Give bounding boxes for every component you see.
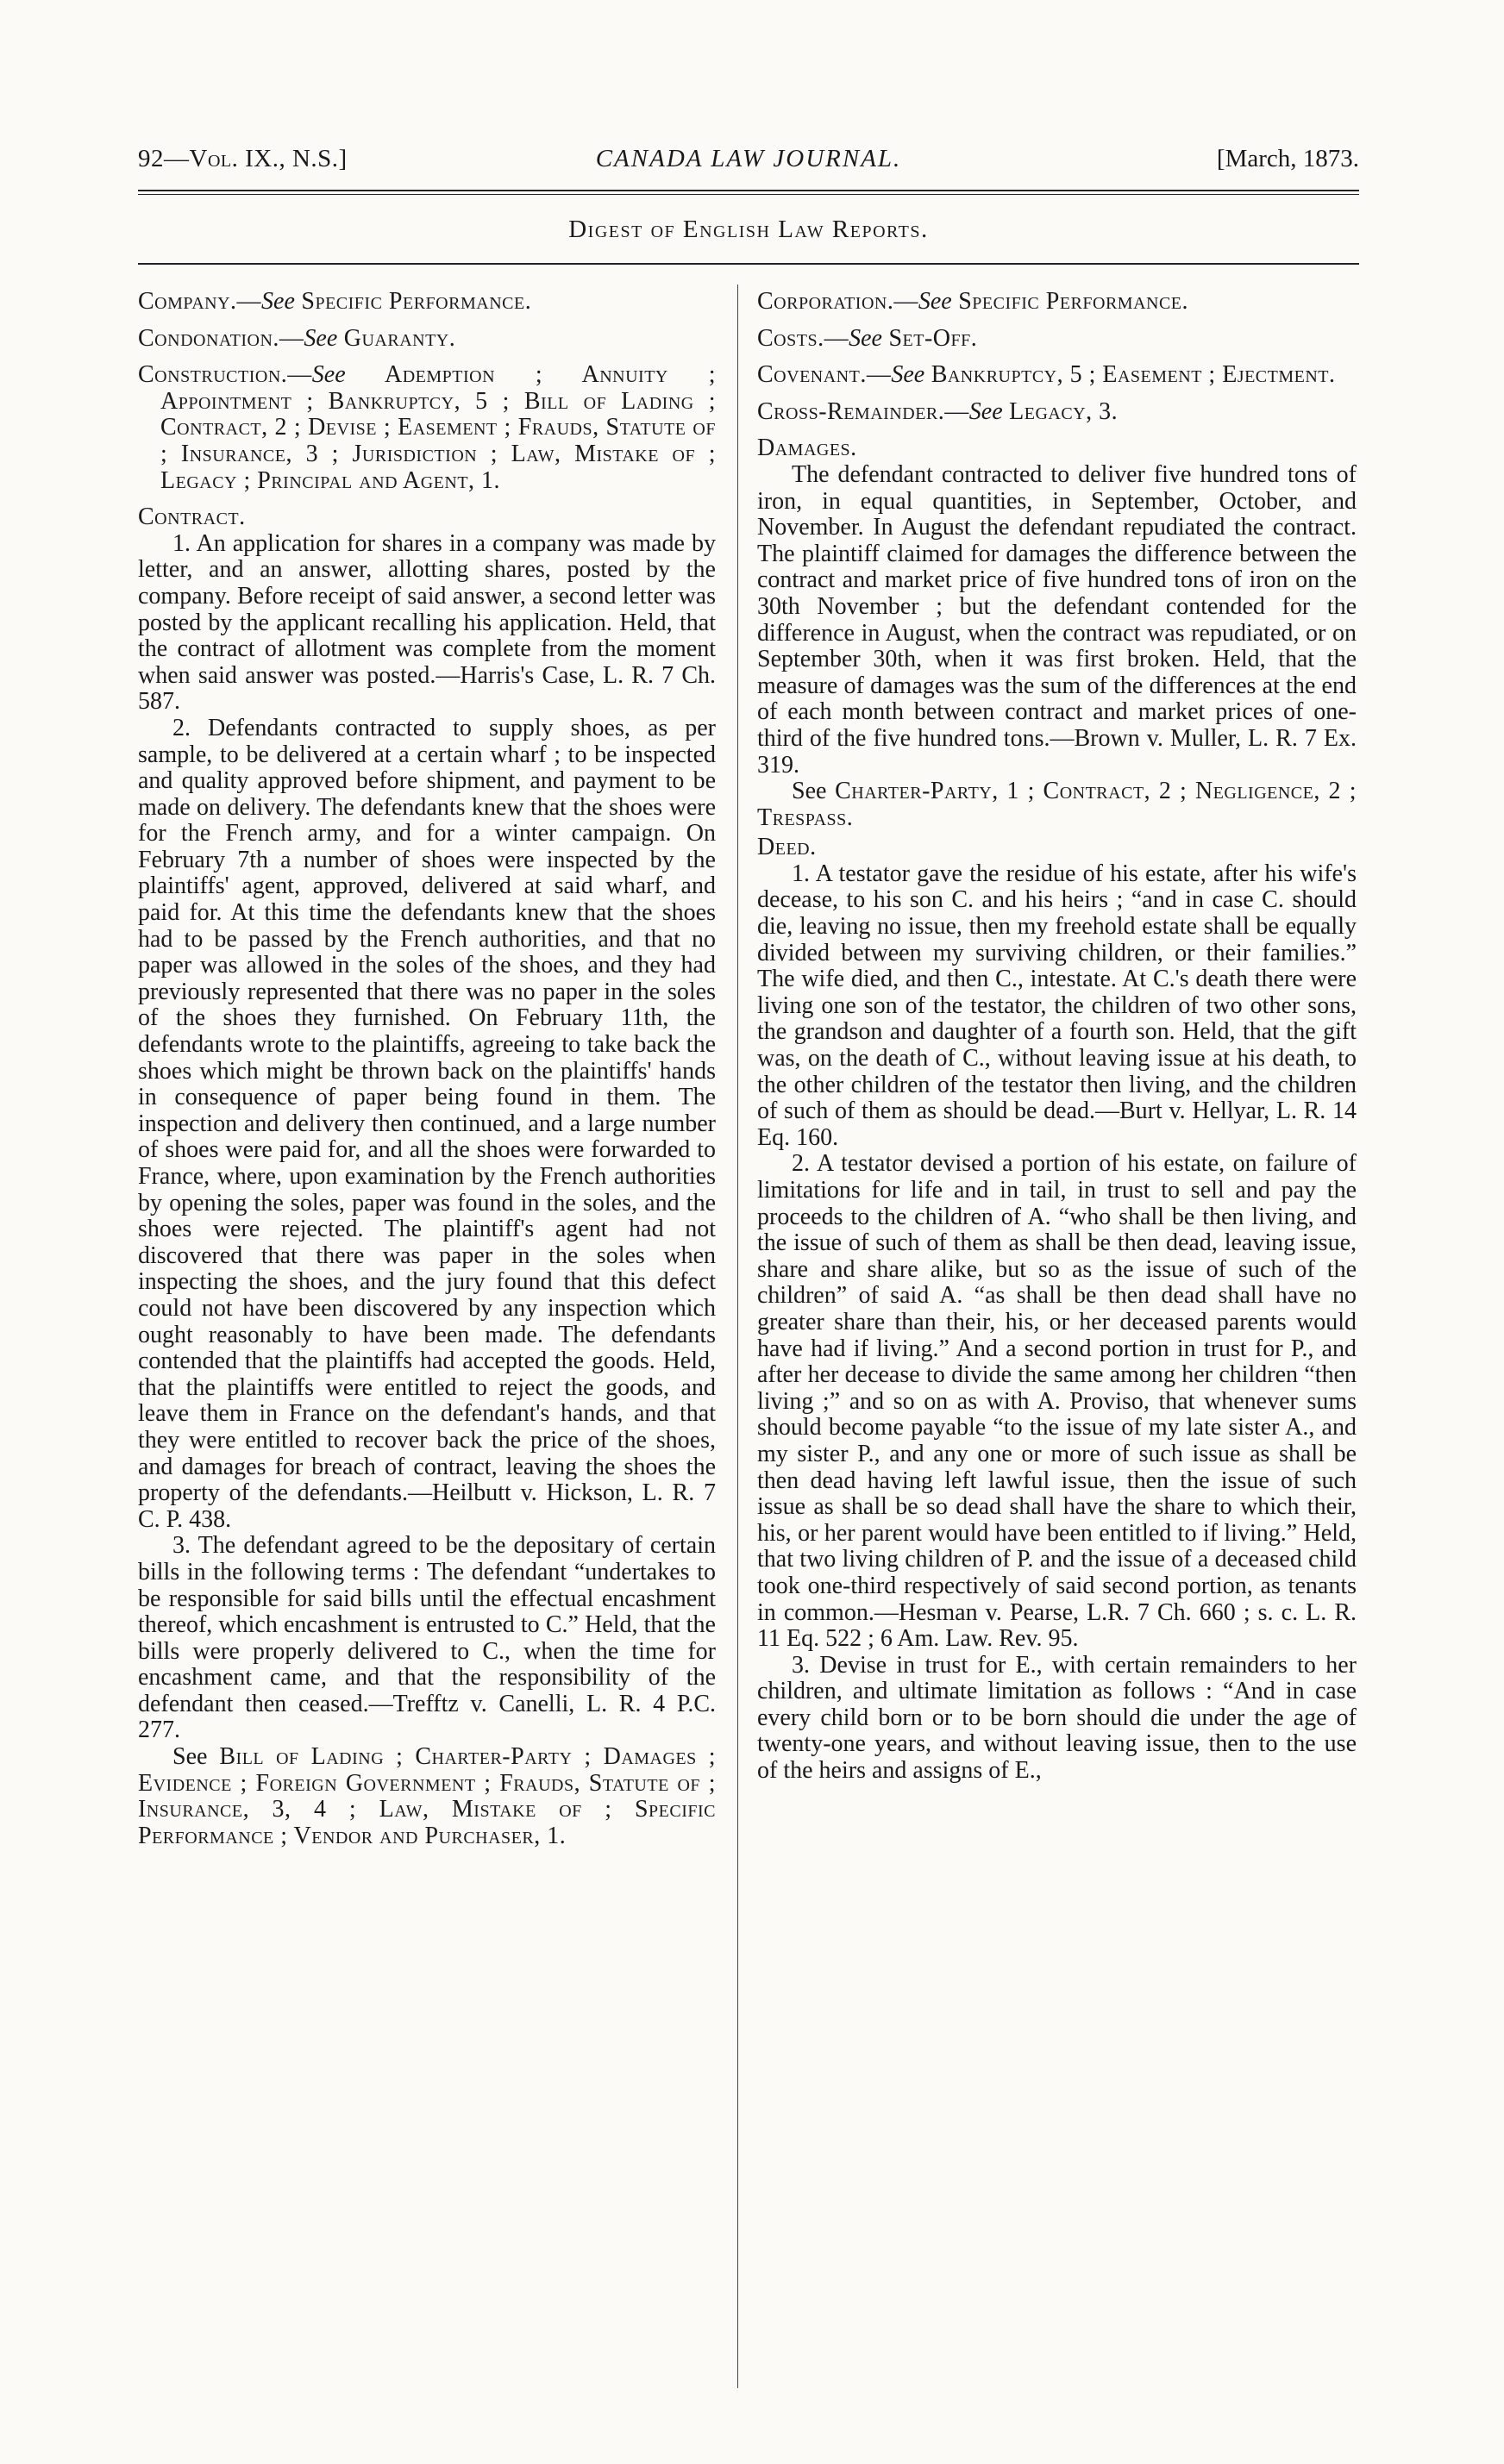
heading-damages: Damages. bbox=[757, 435, 857, 462]
contract-see-also: See Bill of Lading ; Charter-Party ; Damages ; Evidence ; Foreign Government ; Frauds, Statute of ; Insurance, 3, 4 ; Law, Mistake of ; Specific Performance ; Vendor and Purchaser, 1. bbox=[138, 1743, 716, 1849]
entry-cross-remainder: Cross-Remainder.—See Legacy, 3. bbox=[757, 397, 1119, 425]
left-column bbox=[138, 289, 716, 1853]
section-title: Digest of English Law Reports. bbox=[568, 216, 929, 243]
column-divider bbox=[737, 285, 738, 2388]
volume-label: 92—Vol. IX., N.S.] bbox=[138, 145, 348, 172]
entry-corporation: Corporation.—See Specific Performance. bbox=[757, 288, 1189, 315]
journal-title: CANADA LAW JOURNAL. bbox=[595, 145, 902, 172]
right-column bbox=[757, 289, 1357, 1785]
issue-date: [March, 1873. bbox=[1216, 145, 1359, 172]
deed-paragraph-1: 1. A testator gave the residue of his estate, after his wife's decease, to his son C. and his heirs ; “and in case C. should die, leaving no issue, then my freehold estate shall be equally divided between my surviving children, or their families.” The wife died, and then C., intestate. At C.'s death there were living one son of the testator, the children of two other sons, the grandson and daughter of a fourth son. Held, that the gift was, on the death of C., without leaving issue at his death, to the other children of the testator then living, and the children of such of them as should be dead.—Burt v. Hellyar, L. R. 14 Eq. 160. bbox=[757, 860, 1357, 1151]
entry-costs: Costs.—See Set-Off. bbox=[757, 324, 978, 352]
entry-condonation: Condonation.—See Guaranty. bbox=[138, 324, 456, 352]
header-rule-thin bbox=[138, 194, 1359, 195]
contract-paragraph-1: 1. An application for shares in a company was made by letter, and an answer, allotting shares, posted by the company. Before receipt of said answer, a second letter was posted by the applicant recalling his application. Held, that the contract of allotment was complete from the moment when said answer was posted.—Harris's Case, L. R. 7 Ch. 587. bbox=[138, 529, 716, 716]
deed-paragraph-2: 2. A testator devised a portion of his estate, on failure of limitations for life and in tail, in trust to sell and pay the proceeds to the children of A. “who shall be then living, and the issue of such of them as shall be then dead, leaving issue, share and share alike, but so as the issue of such of the children” of said A. “as shall be then dead shall have no greater share than their, his, or her deceased parents would have had if living.” And a second portion in trust for P., and after her decease to divide the same among her children “then living ;” and so on as with A. Proviso, that whenever sums should become payable “to the issue of my late sister A., and my sister P., and any one or more of such issue as shall be then dead having left lawful issue, then the issue of such issue as shall be so dead shall have the share to which their, his, or her parent would have been entitled to if living.” Held, that two living children of P. and the issue of a deceased child took one-third respectively of said second portion, as tenants in common.—Hesman v. Pearse, L.R. 7 Ch. 660 ; s. c. L. R. 11 Eq. 522 ; 6 Am. Law. Rev. 95. bbox=[757, 1150, 1357, 1653]
heading-contract: Contract. bbox=[138, 503, 246, 531]
damages-see-also: See Charter-Party, 1 ; Contract, 2 ; Negligence, 2 ; Trespass. bbox=[757, 778, 1357, 831]
running-header bbox=[138, 138, 1359, 181]
deed-paragraph-3: 3. Devise in trust for E., with certain remainders to her children, and ultimate limitation as follows : “And in case every child born or to be born should die under the age of twenty-one years, and without leaving issue, then to the use of the heirs and assigns of E., bbox=[757, 1651, 1357, 1785]
entry-covenant: Covenant.—See Bankruptcy, 5 ; Easement ; Ejectment. bbox=[757, 361, 1336, 389]
header-rule bbox=[138, 190, 1359, 191]
heading-deed: Deed. bbox=[757, 834, 817, 861]
section-rule bbox=[138, 263, 1359, 265]
entry-company: Company.—See Specific Performance. bbox=[138, 288, 532, 315]
contract-paragraph-2: 2. Defendants contracted to supply shoes, as per sample, to be delivered at a certain wharf ; to be inspected and quality approved before shipment, and payment to be made on delivery. The defendants knew that the shoes were for the French army, and for a winter campaign. On February 7th a number of shoes were inspected by the plaintiffs' agent, approved, delivered at said wharf, and paid for. At this time the defendants knew that the shoes had to be passed by the French authorities, and that no paper was allowed in the soles of the shoes, and they had previously represented that there was no paper in the soles of the shoes they furnished. On February 11th, the defendants wrote to the plaintiffs, agreeing to take back the shoes which might be thrown back on the plaintiffs' hands in consequence of paper being found in them. The inspection and delivery then continued, and a large number of shoes were paid for, and all the shoes were forwarded to France, where, upon examination by the French authorities by opening the soles, paper was found in the soles, and the shoes were rejected. The plaintiff's agent had not discovered that there was paper in the soles when inspecting the shoes, and the jury found that this defect could not have been discovered by any inspection which ought reasonably to have been made. The defendants contended that the plaintiffs had accepted the goods. Held, that the plaintiffs were entitled to reject the goods, and leave them in France on the defendant's hands, and that they were entitled to recover back the price of the shoes, and damages for breach of contract, leaving the shoes the property of the defendants.—Heilbutt v. Hickson, L. R. 7 C. P. 438. bbox=[138, 714, 716, 1533]
contract-paragraph-3: 3. The defendant agreed to be the depositary of certain bills in the following terms : The defendant “undertakes to be responsible for said bills until the effectual encashment thereof, which encashment is entrusted to C.” Held, that the bills were properly delivered to C., when the time for encashment came, and that the responsibility of the defendant then ceased.—Trefftz v. Canelli, L. R. 4 P.C. 277. bbox=[138, 1532, 716, 1744]
damages-paragraph: The defendant contracted to deliver five hundred tons of iron, in equal quantities, in September, October, and November. In August the defendant repudiated the contract. The plaintiff claimed for damages the difference between the contract and market price of five hundred tons of iron on the 30th November ; but the defendant contended for the difference in August, when the contract was repudiated, or on September 30th, when it was first broken. Held, that the measure of damages was the sum of the differences at the end of each month between contract and market prices of one-third of the five hundred tons.—Brown v. Muller, L. R. 7 Ex. 319. bbox=[757, 460, 1357, 779]
entry-construction: Construction.—See Ademption ; Annuity ; Appointment ; Bankruptcy, 5 ; Bill of Lading ; Contract, 2 ; Devise ; Easement ; Frauds, Statute of ; Insurance, 3 ; Jurisdiction ; Law, Mistake of ; Legacy ; Principal and Agent, 1. bbox=[138, 361, 716, 494]
